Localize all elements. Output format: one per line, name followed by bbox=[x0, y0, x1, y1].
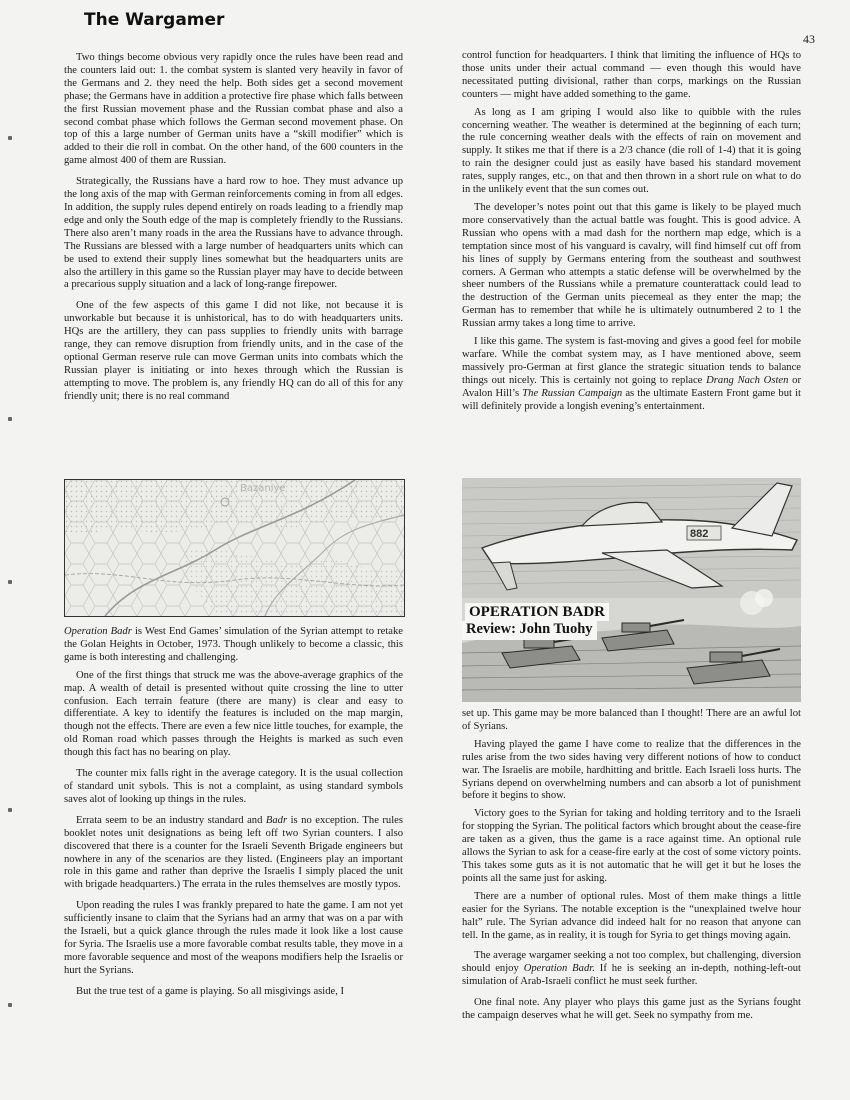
paragraph: But the true test of a game is playing. So all misgivings aside, I bbox=[76, 985, 345, 997]
paragraph: One of the few aspects of this game I did not like, not because it is unworkable but because it is unhistorical, has to do with headquarters units. HQs are the artillery, they can pass supplies to friendly units with barrage range, they can remove disruption from friendly units, and in the case of the optional German reserve rule can move German units into combats which the Russian player is initiating or into hexes through which the Russian is attempting to move. The problem is, any friendly HQ can do all of this for any friendly unit; there is no real command bbox=[64, 300, 403, 402]
paragraph: Operation Badr is West End Games’ simulation of the Syrian attempt to retake the Golan Heights in October, 1973. Though unlikely to become a classic, this game is both interesting and challenging. bbox=[64, 626, 403, 663]
paragraph: I like this game. The system is fast-moving and gives a good feel for mobile warfare. While the combat system may, as I have mentioned above, seem massively pro-German at first glance the strategic situation tends to balance things out nicely. This is certainly not going to replace Drang Nach Osten or Avalon Hill’s The Russian Campaign as the ultimate Eastern Front game but it will definitely provide a longish evening’s entertainment. bbox=[462, 336, 801, 412]
plane-number: 882 bbox=[690, 528, 709, 540]
margin-mark bbox=[8, 1003, 12, 1007]
paragraph: control function for headquarters. I think that limiting the influence of HQs to those units under their actual command — even though this would have necessitated putting divisional, rather than corps, markings on the Russian counters — might have added something to the game. bbox=[462, 50, 801, 100]
margin-mark bbox=[8, 417, 12, 421]
paragraph: One final note. Any player who plays this game just as the Syrians fought the campaign deserves what he will get. Seek no sympathy from me. bbox=[462, 997, 801, 1022]
paragraph: As long as I am griping I would also like to quibble with the rules concerning weather. The weather is determined at the beginning of each turn; the rule concerning weather deals with the effects of rain on movement and supply. It stikes me that if there is a 2/3 chance (die roll of 1-4) that it is going to rain the designer could just as easily have based his standard movement rates, supply ranges, etc., on that and then thrown in a short rule on what to do in the unlikely event that the sun comes out. bbox=[462, 106, 801, 196]
paragraph: The developer’s notes point out that this game is likely to be played much more conservatively than the actual battle was fought. This is good advice. A Russian who opens with a mad dash for the northern map edge, which is a temptation since most of his vanguard is cavalry, will find himself cut off from his lines of supply by Germans entering from the southeast and southwest corners. A German who attempts a static defense will be overwhelmed by the sheer numbers of the Russians while a premature counterattack could lead to the destruction of the German units piecemeal as they enter the map; the German has to remember that while he is ultimately outnumbered 2 to 1 the Russian army takes a long time to arrive. bbox=[462, 201, 801, 330]
paragraph: set up. This game may be more balanced than I thought! There are an awful lot of Syrians. bbox=[462, 708, 801, 732]
paragraph: Two things become obvious very rapidly once the rules have been read and the counters laid out: 1. the combat system is slanted very heavily in favor of the Germans and 2. they need the help. Both sides get a second movement phase; the Germans have in addition a protective fire phase which falls between the first Russian movement phase and the Russian combat phase and also a second combat phase which follows the German second movement phase. On top of this a large number of German units have a “skill modifier” which is added to their die roll in combat. On the other hand, of the 600 counters in the game almost 400 of them are Russian. bbox=[64, 52, 403, 167]
margin-mark bbox=[8, 580, 12, 584]
map-place-label: Bazaniye bbox=[240, 483, 286, 494]
paragraph: Errata seem to be an industry standard and Badr is no exception. The rules booklet notes unit designations as being left off two Syrian counters. I also discovered that there is a counter for the Israeli Seventh Brigade engineers but nowhere in any of the scenarios are they listed. (Engineers play an important role in this game and rather than deprive the Israelis I simply placed the unit with brigade headquarters.) The errata in the rules themselves are mostly typos. bbox=[64, 814, 403, 891]
paragraph: Victory goes to the Syrian for taking and holding territory and to the Israeli for stopping the Syrian. The political factors which brought about the cease-fire are taken as a given, thus the game is a race against time. An optional rule allows the Syrian to ask for a cease-fire early at the cost of some victory points. This takes some guts as it is not automatic that he will get it but he loses the points all the same just for asking. bbox=[462, 808, 801, 884]
masthead: The Wargamer bbox=[84, 10, 225, 30]
jet-and-tanks-illustration bbox=[462, 478, 801, 702]
article-byline: Review: John Tuohy bbox=[462, 621, 597, 640]
paragraph: Strategically, the Russians have a hard row to hoe. They must advance up the long axis of the map with German reinforcements coming in from all edges. In addition, the supply rules depend entirely on roads leading to a friendly map edge and only the South edge of the map is completely friendly to the Russians. There also aren’t many roads in the area the Russians have to advance through. The Russians are blessed with a large number of headquarters units which can be used to extend their supply lines somewhat but the headquarters units are also the artillery in this game so the Russian player may have to decide between a precarious supply situation and a lack of long-range firepower. bbox=[64, 176, 403, 291]
margin-mark bbox=[8, 808, 12, 812]
hex-map-graphic bbox=[65, 480, 404, 616]
paragraph: There are a number of optional rules. Most of them make things a little easier for the Syrians. The notable exception is the “unexplained twelve hour halt” rule. The Syrian advance did indeed halt for no reason that anyone can tell. In the game, as in reality, it is tough for Syria to get things moving again. bbox=[462, 890, 801, 941]
right-column-bottom bbox=[462, 708, 801, 1028]
page-number: 43 bbox=[803, 32, 815, 46]
paragraph: Upon reading the rules I was frankly prepared to hate the game. I am not yet sufficiently insane to claim that the Syrians had an army that was on a par with the Israeli, but a quick glance through the rules made it look like a lost cause for Syria. The Israelis use a more favorable combat results table, they move in a more favorable sequence and most of the weapons modifiers help the Israelis or hurt the Syrians. bbox=[64, 900, 403, 976]
paragraph: The counter mix falls right in the average category. It is the usual collection of standard unit sybols. This is not a complaint, as using standard symbols saves alot of looking up things in the rules. bbox=[64, 768, 403, 805]
left-column-top bbox=[64, 52, 403, 409]
paragraph: The average wargamer seeking a not too complex, but challenging, diversion should enjoy Operation Badr. If he is seeking an in-depth, nothing-left-out simulation of Arab-Israeli conflict he must seek further. bbox=[462, 950, 801, 988]
game-title-italic: Operation Badr bbox=[64, 626, 132, 637]
article-title: OPERATION BADR bbox=[465, 603, 609, 621]
article-illustration bbox=[462, 478, 801, 702]
paragraph: One of the first things that struck me was the above-average graphics of the map. A wealth of detail is presented without quite crossing the line to utter confusion. Each terrain feature (there are many) is clear and easy to differentiate. A key to identify the features is included on the map margin, though not the effects. There are even a few nice little touches, for example, the old Roman road which passes through the Heights is marked as such even though this fact has no bearing on play. bbox=[64, 669, 403, 759]
right-column-top bbox=[462, 50, 801, 418]
margin-mark bbox=[8, 136, 12, 140]
left-column-bottom bbox=[64, 626, 403, 1004]
paragraph: Having played the game I have come to realize that the differences in the rules arise from the two sides having very different notions of how to conduct war. The Israelis are mobile, hardhitting and brittle. Each Israeli loss hurts. The Syrians depend on overwhelming numbers and can absorb a lot of punishment before it begins to show. bbox=[462, 738, 801, 802]
map-illustration bbox=[64, 479, 405, 617]
